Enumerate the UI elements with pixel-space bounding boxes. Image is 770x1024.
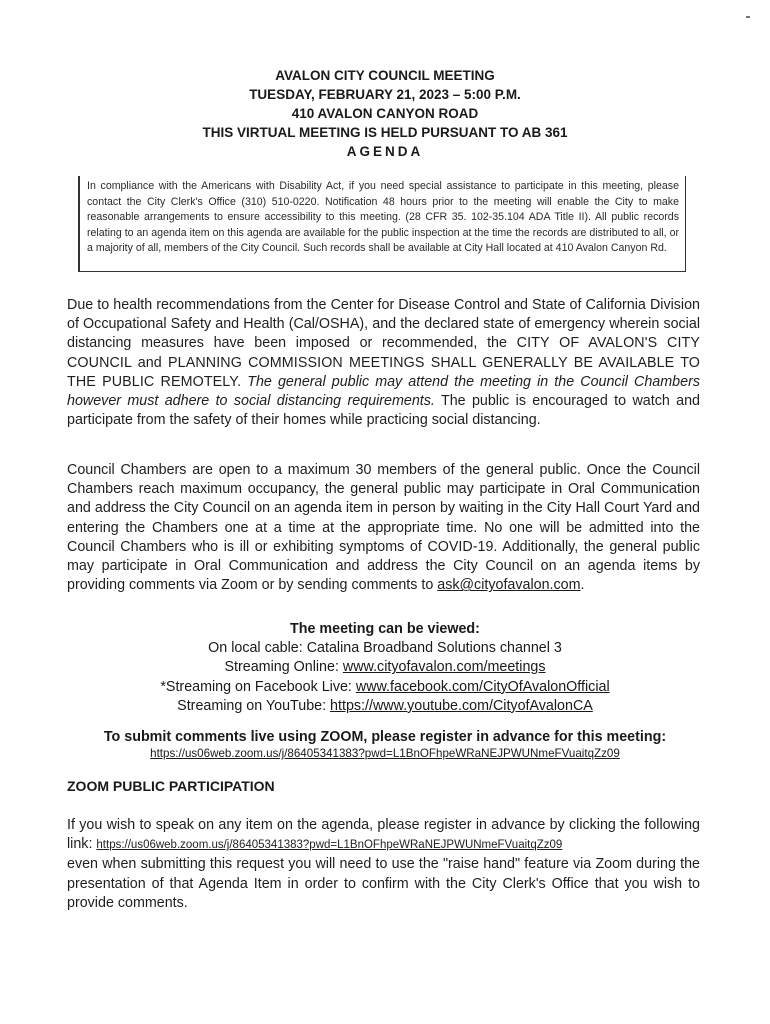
viewing-options (0, 620, 770, 716)
para1-intro: Due to health recommendations from the Center for Disease Control and State of California Division of Occupational Safety and Health (Cal/OSHA), and the declared state of emergency wherein social distancing measures have been imposed or recommended, the (67, 297, 700, 352)
viewing-cable: On local cable: Catalina Broadband Solutions channel 3 (208, 640, 562, 657)
participation-before: If you wish to speak on any item on the agenda, please register in advance by clicking the following link: (67, 817, 700, 853)
scan-mark (746, 16, 750, 18)
viewing-online (0, 658, 770, 677)
meetings-link[interactable]: www.cityofavalon.com/meetings (342, 659, 546, 676)
meeting-address: 410 AVALON CANYON ROAD (291, 106, 479, 121)
youtube-label: Streaming on YouTube: (177, 697, 331, 714)
email-link[interactable]: ask@cityofavalon.com (437, 577, 581, 594)
viewing-heading: The meeting can be viewed: (290, 621, 480, 637)
facebook-label: *Streaming on Facebook Live: (160, 678, 356, 695)
meeting-title: AVALON CITY COUNCIL MEETING (275, 68, 495, 83)
viewing-facebook (0, 678, 770, 697)
meeting-date: TUESDAY, FEBRUARY 21, 2023 – 5:00 P.M. (249, 87, 521, 102)
ada-notice-box (78, 176, 686, 272)
ada-notice-text: In compliance with the Americans with Disability Act, if you need special assistance to participate in this meeting, please contact the City Clerk's Office (310) 510-0220. Notification 48 hours prior to the meeting will enable the City to make reasonable arrangements to ensure accessibility to this meeting. (28 CFR 35. 102-35.104 ADA Title II). All public records relating to an agenda item on this agenda are available for the public inspection at the time the records are distributed to all, or a majority of all, members of the City Council. Such records shall be available at City Hall located at 410 Avalon Canyon Rd. (87, 180, 679, 254)
council-chambers-paragraph (67, 461, 700, 595)
zoom-participation-paragraph (67, 816, 700, 913)
agenda-label: AGENDA (346, 144, 424, 159)
para1-italic: The general public may attend the meeting in the Council Chambers however must adhere to social distancing requirements. (67, 373, 700, 410)
youtube-link[interactable]: https://www.youtube.com/CityofAvalonCA (330, 697, 593, 714)
para2-end: . (580, 577, 585, 594)
meeting-legal-basis: THIS VIRTUAL MEETING IS HELD PURSUANT TO AB 361 (202, 125, 568, 140)
facebook-link[interactable]: www.facebook.com/CityOfAvalonOfficial (355, 678, 610, 695)
para1-caps: CITY OF AVALON'S CITY COUNCIL and PLANNING COMMISSION MEETINGS SHALL GENERALLY BE AVAILABLE TO THE PUBLIC REMOTELY. (67, 335, 700, 390)
viewing-youtube (0, 697, 770, 716)
zoom-register-link[interactable]: https://us06web.zoom.us/j/86405341383?pwd=L1BnOFhpeWRaNEJPWUNmeFVuaitqZz09 (150, 747, 620, 760)
agenda-header (0, 66, 770, 161)
zoom-participation-title: ZOOM PUBLIC PARTICIPATION (67, 778, 275, 794)
participation-zoom-link[interactable]: https://us06web.zoom.us/j/86405341383?pwd=L1BnOFhpeWRaNEJPWUNmeFVuaitqZz09 (96, 839, 563, 852)
participation-after: even when submitting this request you will need to use the "raise hand" feature via Zoom during the presentation of that Agenda Item in order to confirm with the City Clerk's Office that you wish to provide comments. (67, 856, 700, 911)
para1-outro: The public is encouraged to watch and participate from the safety of their homes while practicing social distancing. (67, 393, 700, 429)
para2-text: Council Chambers are open to a maximum 30 members of the general public. Once the Council Chambers reach maximum occupancy, the general public may participate in Oral Communication and address the City Council on an agenda item in person by waiting in the City Hall Court Yard and entering the Chambers one at a time at the appropriate time. No one will be admitted into the Council Chambers who is ill or exhibiting symptoms of COVID-19. Additionally, the general public may participate in Oral Communication and address the City Council on an agenda items by providing comments via Zoom or by sending comments to (67, 462, 700, 594)
zoom-register-heading: To submit comments live using ZOOM, please register in advance for this meeting: (103, 729, 667, 745)
online-label: Streaming Online: (224, 659, 343, 676)
health-recommendations-paragraph (67, 296, 700, 430)
